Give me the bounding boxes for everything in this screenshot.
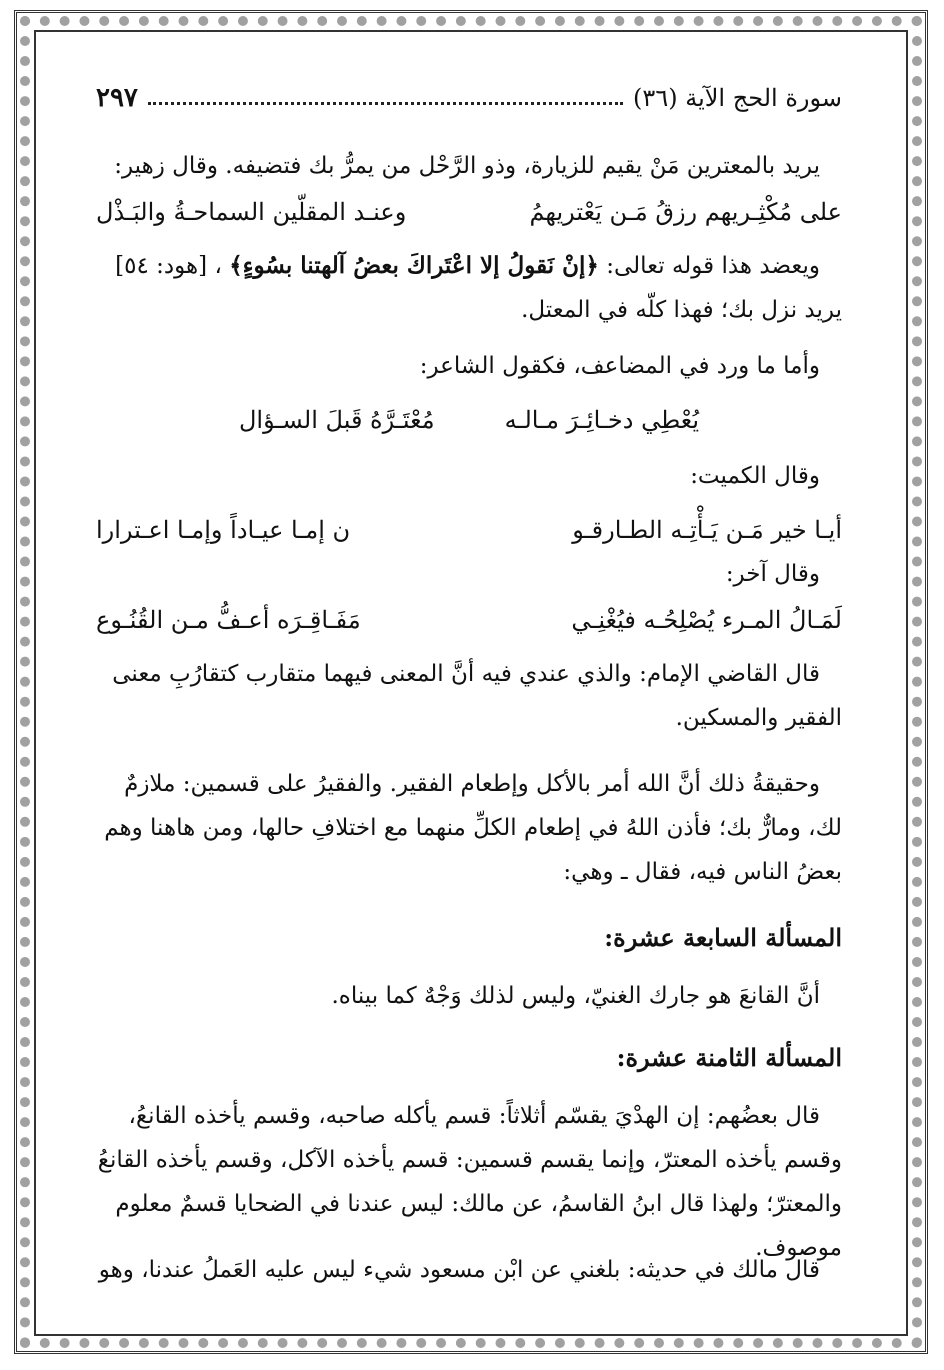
paragraph-10: قال مالك في حديثه: بلغني عن ابْن مسعود شيء ليس عليه العَملُ عندنا، وهو (98, 1257, 820, 1283)
verse-hemistich-first: لَمَـالُ المـرء يُصْلِحُـه فيُغْنِـي (571, 606, 842, 634)
verse-hemistich-first: أيـا خير مَـن يَـأْتِـه الطـارقـو (572, 516, 842, 544)
verse-poet (96, 398, 842, 442)
paragraph-1: يريد بالمعترين مَنْ يقيم للزيارة، وذو الرَّحْل من يمرُّ بك فتضيفه. وقال زهير: (114, 153, 820, 179)
verse-hemistich-second: مَفَـاقِـرَه أعـفُّ مـن القُنُـوع (96, 606, 361, 634)
verse-hemistich-first: على مُكْثِـريهم رزقُ مَـن يَعْتريهمُ (529, 198, 842, 226)
paragraph-2-intro: ويعضد هذا قوله تعالى: (606, 253, 820, 279)
running-header (96, 78, 842, 118)
verse-hemistich-first: يُعْطِي دخـائِـرَ مـالـه (504, 406, 700, 434)
paragraph-9: قال بعضُهم: إن الهدْيَ يقسّم أثلاثاً: قسم يأكله صاحبه، وقسم يأخذه القانعُ، وقسم يأخذه المعترّ، وإنما يقسم قسمين: قسم يأخذه الآكل، وقسم يأخذه القانعُ والمعترّ؛ ولهذا قال ابنُ القاسمُ، عن مالك: ليس عندنا في الضحايا قسمٌ معلوم موصوف. (97, 1103, 842, 1261)
verse-kumait (96, 508, 842, 552)
paragraph-4: وقال الكميت: (690, 463, 820, 489)
verse-hemistich-second: مُعْتَـرَّهُ قَبلَ السـؤال (238, 406, 435, 434)
header-title: سورة الحج الآية (٣٦) (633, 84, 842, 112)
page-content (96, 70, 842, 1315)
page-number: ٢٩٧ (96, 83, 138, 113)
paragraph-5: وقال آخر: (725, 561, 820, 587)
paragraph-8: أنَّ القانعَ هو جارك الغنيّ، وليس لذلك وَجْهٌ كما بيناه. (331, 983, 820, 1009)
section-heading-18: المسألة الثامنة عشرة: (616, 1043, 842, 1072)
header-dot-leader (148, 92, 623, 105)
section-heading-17: المسألة السابعة عشرة: (604, 923, 842, 952)
verse-zuhair (96, 190, 842, 234)
paragraph-2 (96, 244, 842, 332)
verse-hemistich-second: ن إمـا عيـاداً وإمـا اعـترارا (96, 516, 351, 544)
paragraph-6: قال القاضي الإمام: والذي عندي فيه أنَّ المعنى فيهما متقارب كتقارُبِ معنى الفقير والمسكين. (112, 661, 842, 731)
paragraph-7: وحقيقةُ ذلك أنَّ الله أمر بالأكل وإطعام الفقير. والفقيرُ على قسمين: ملازمٌ لك، ومارٌّ بك؛ فأذن اللهُ في إطعام الكلِّ منهما مع اختلافِ حالها، ومن هاهنا وهم بعضُ الناس فيه، فقال ـ وهي: (104, 771, 842, 885)
verse-hemistich-second: وعنـد المقلّين السماحـةُ والبَـذْل (96, 198, 407, 226)
paragraph-3: وأما ما ورد في المضاعف، فكقول الشاعر: (419, 353, 820, 379)
quran-quote: ﴿إنْ نَقولُ إلا اعْتَراكَ بعضُ آلهتنا بسُوءٍ﴾ (229, 252, 599, 279)
verse-other-poet (96, 598, 842, 642)
paragraph-2-rest: ، [هود: ٥٤] يريد نزل بك؛ فهذا كلّه في المعتل. (115, 253, 842, 323)
